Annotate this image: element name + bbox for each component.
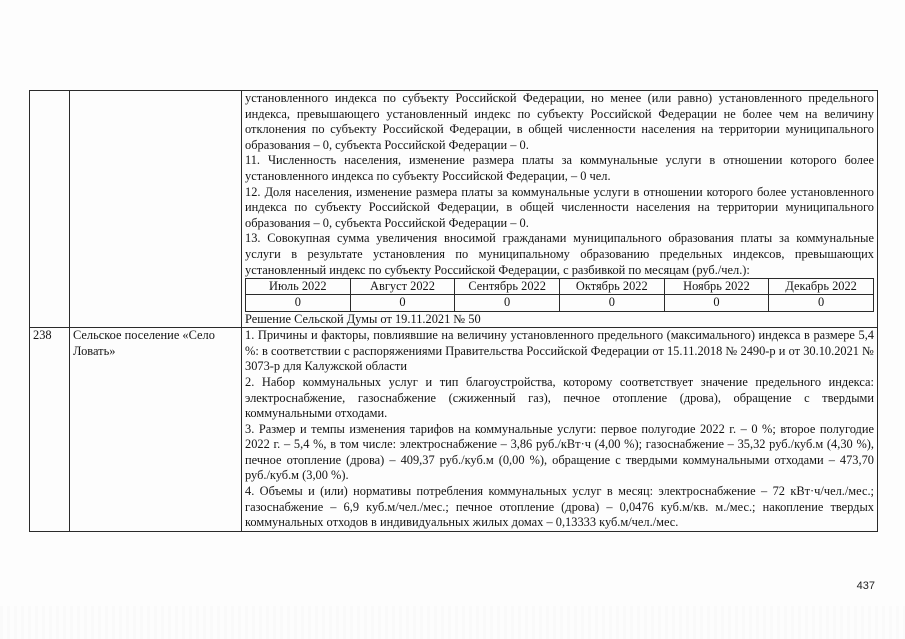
row-number-cell: 238 [30,328,70,532]
month-header: Ноябрь 2022 [664,279,769,295]
paragraph-continuation: установленного индекса по субъекту Российской Федерации, но менее (или равно) установленного предельного индекса, превышающего установленный индекс по субъекту Российской Федерации не более чем на величину отклонения по субъекту Российской Федерации, в общей численности населения на территории муниципального образования – 0, субъекта Российской Федерации – 0. [245,91,874,152]
month-value: 0 [246,295,351,311]
description-cell [242,328,878,532]
table-row [30,328,878,532]
row-number-cell [30,91,70,328]
paragraph-11: 11. Численность населения, изменение размера платы за коммунальные услуги в отношении которого более установленного индекса по субъекту Российской Федерации, – 0 чел. [245,153,874,183]
description-cell [242,91,878,328]
paragraph-2: 2. Набор коммунальных услуг и тип благоустройства, которому соответствует значение предельного индекса: электроснабжение, газоснабжение (сжиженный газ), печное отопление (дрова), обращение с твердыми коммунальными отходами. [245,374,874,421]
paragraph-3: 3. Размер и темпы изменения тарифов на коммунальные услуги: первое полугодие 2022 г. – 0 %; второе полугодие 2022 г. – 5,4 %, в том числе: электроснабжение – 3,86 руб./кВт·ч (4,00 %); газоснабжение – 35,32 руб./куб.м (4,30 %), печное отопление (дрова) – 409,37 руб./куб.м (0,00 %), обращение с твердыми коммунальными отходами – 473,70 руб./куб.м (3,00 %). [245,421,874,483]
month-value: 0 [559,295,664,311]
months-value-row [246,295,874,311]
month-header: Август 2022 [350,279,455,295]
decision-reference: Решение Сельской Думы от 19.11.2021 № 50 [245,311,481,326]
paragraph-13: 13. Совокупная сумма увеличения вносимой гражданами муниципального образования платы за коммунальные услуги в результате установления по муниципальному образованию предельных индексов, превышающих установленный индекс по субъекту Российской Федерации, с разбивкой по месяцам (руб./чел.): [245,231,874,277]
month-value: 0 [769,295,874,311]
month-header: Июль 2022 [246,279,351,295]
municipality-name-cell: Сельское поселение «Село Ловать» [70,328,242,532]
paragraph-12: 12. Доля населения, изменение размера платы за коммунальные услуги в отношении которого более установленного индекса по субъекту Российской Федерации, в общей численности населения на территории муниципального образования – 0, субъекта Российской Федерации – 0. [245,184,874,230]
paragraph-4: 4. Объемы и (или) нормативы потребления коммунальных услуг в месяц: электроснабжение – 72 кВт·ч/чел./мес.; газоснабжение – 6,9 куб.м/чел./мес.; печное отопление (дрова) – 0,0476 куб.м/кв. м./мес.; накопление твердых коммунальных отходов в индивидуальных жилых домах – 0,13333 куб.м/чел./мес. [245,484,874,530]
table-row [30,91,878,328]
tariff-table [29,90,878,532]
months-header-row [246,279,874,295]
monthly-breakdown-table [245,278,874,311]
month-value: 0 [455,295,560,311]
month-header: Октябрь 2022 [559,279,664,295]
month-value: 0 [350,295,455,311]
page-number: 437 [856,580,875,592]
scan-artifact [0,606,905,639]
month-header: Сентябрь 2022 [455,279,560,295]
month-header: Декабрь 2022 [769,279,874,295]
paragraph-1: 1. Причины и факторы, повлиявшие на величину установленного предельного (максимального) индекса в размере 5,4 %: в соответствии с распоряжениями Правительства Российской Федерации от 15.11.2018 № 2490-р и от 30.10.2021 № 3073-р для Калужской области [245,328,874,374]
month-value: 0 [664,295,769,311]
municipality-name-cell [70,91,242,328]
